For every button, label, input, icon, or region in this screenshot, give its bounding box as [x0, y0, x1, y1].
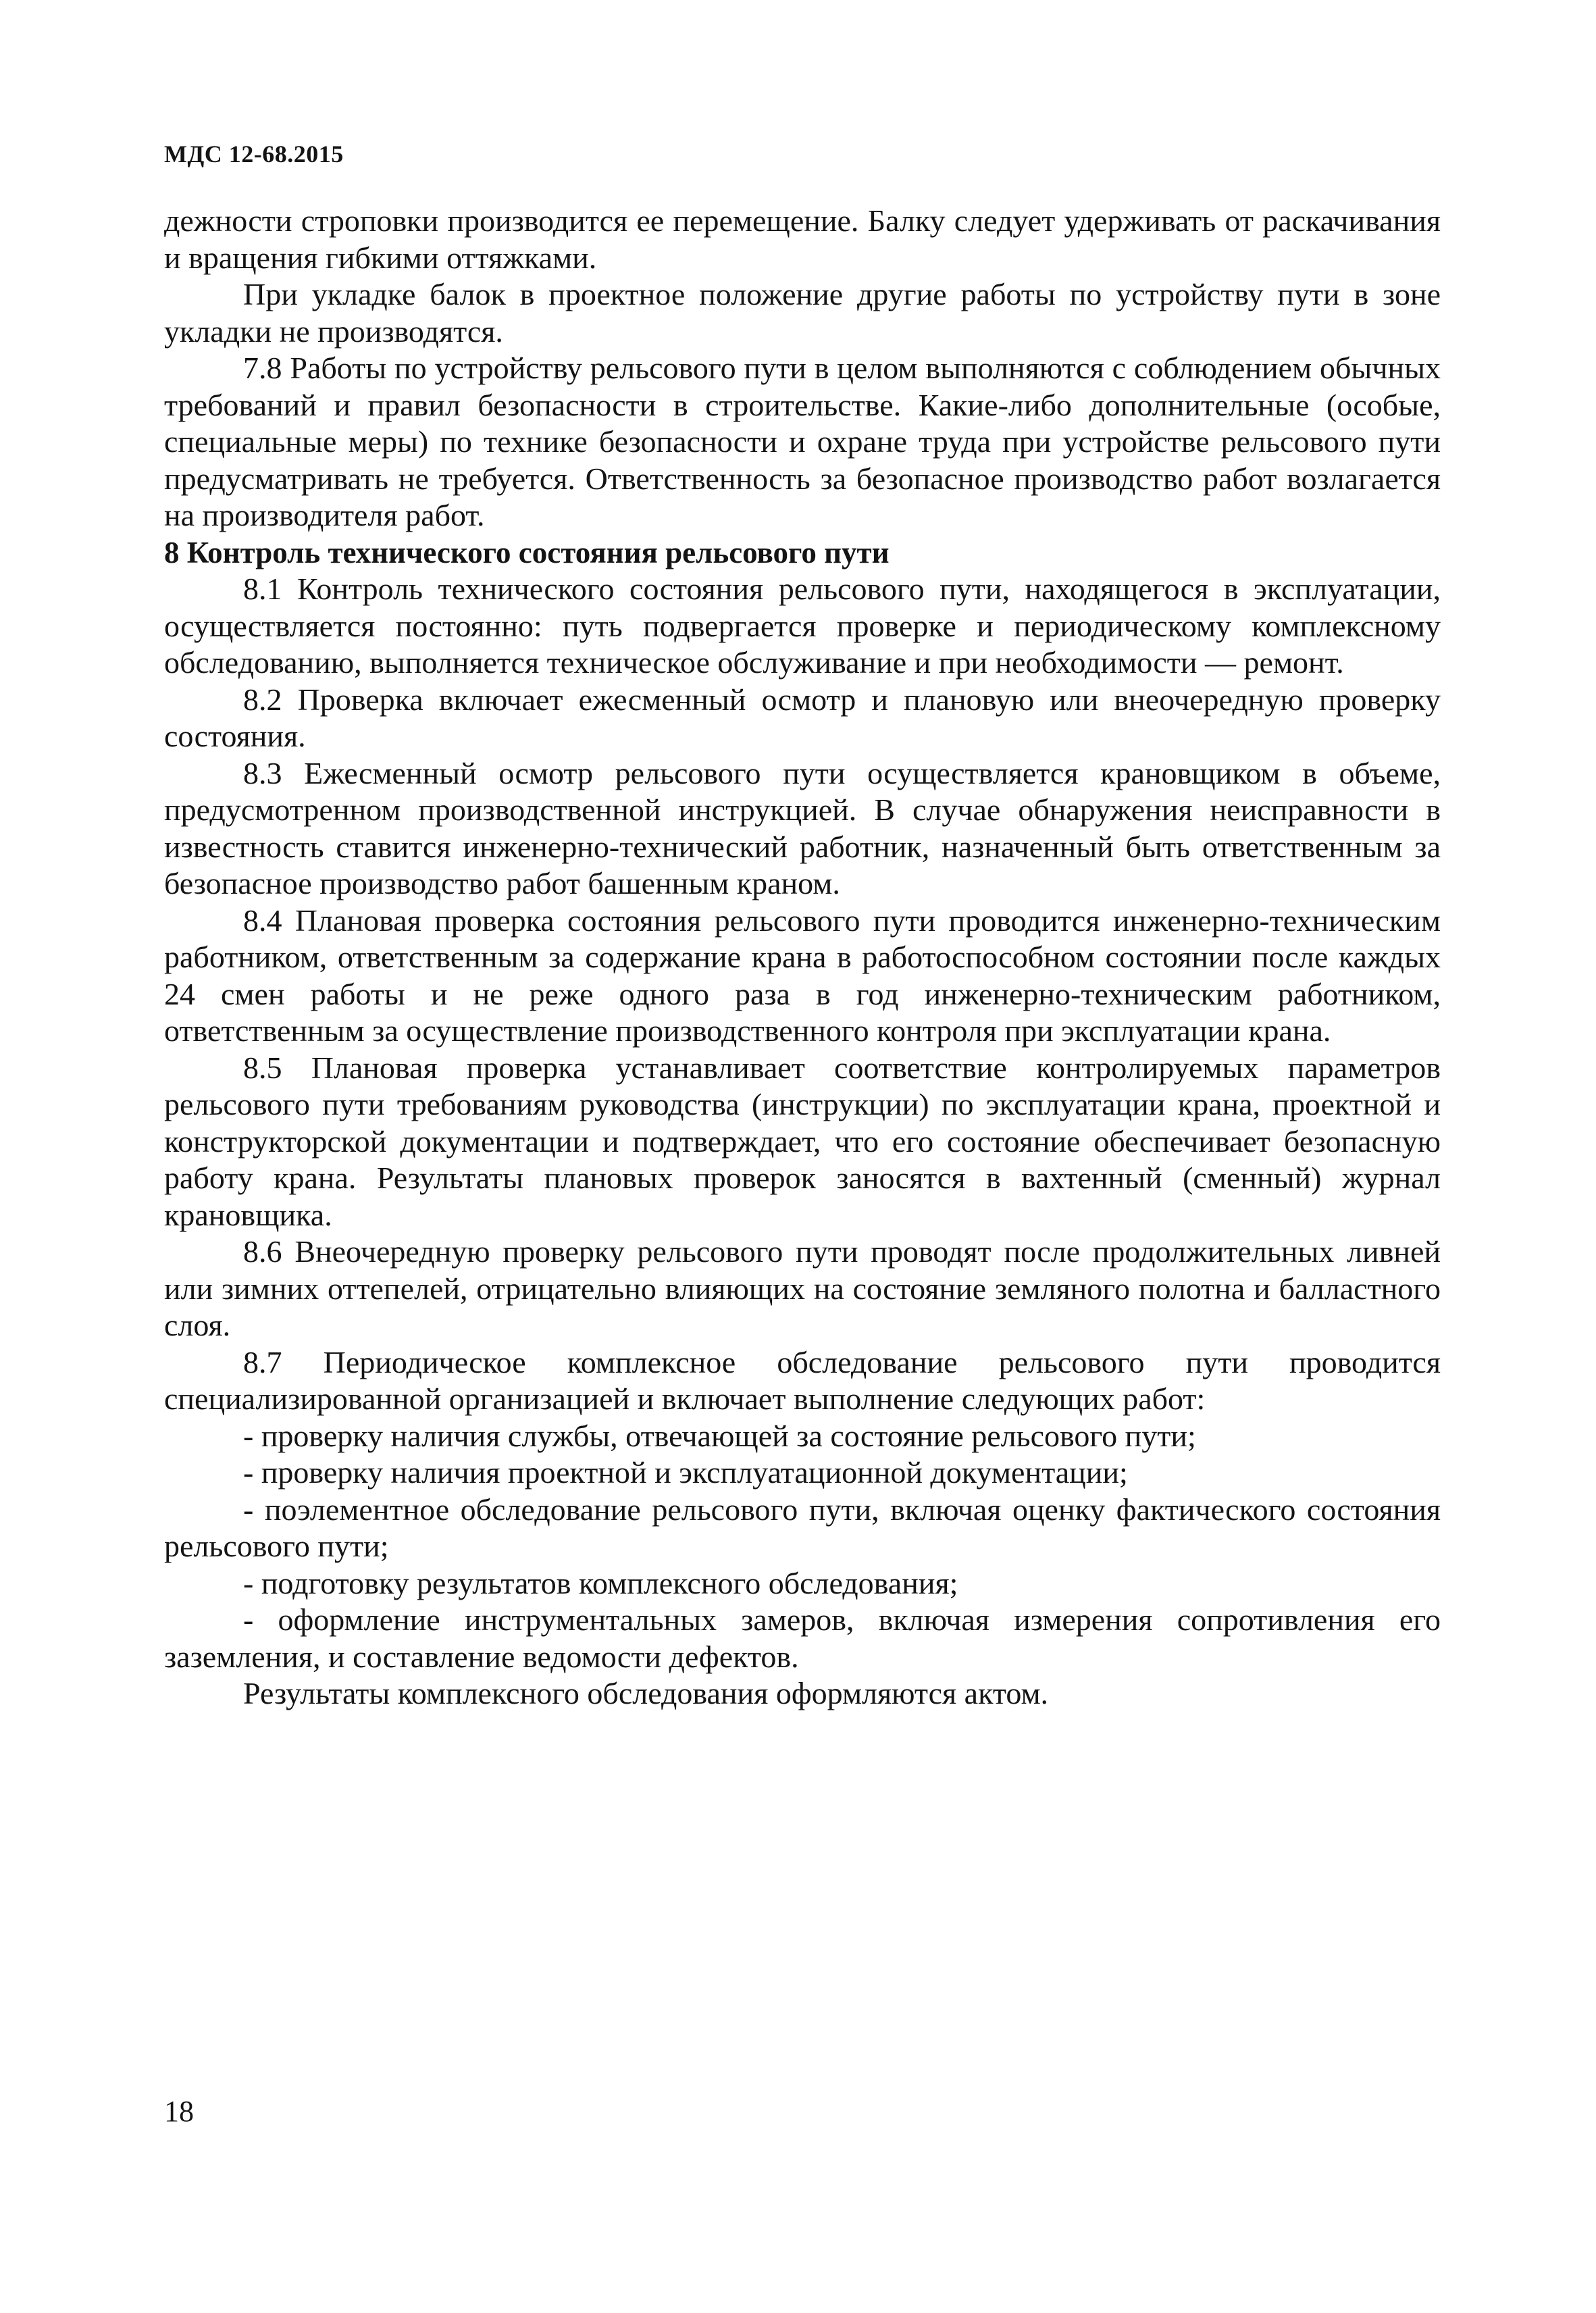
list-item: - проверку наличия проектной и эксплуатационной документации; — [243, 1455, 1128, 1490]
paragraph-8-4: 8.4 Плановая проверка состояния рельсового пути проводится инженерно-техническим работником, ответственным за содержание крана в работоспособном состоянии после каждых 24 смен работы и не реже одного раза в год инженерно-техническим работником, ответственным за осуществление производственного контроля при эксплуатации крана. — [164, 903, 1441, 1048]
paragraph-beam-laying: При укладке балок в проектное положение другие работы по устройству пути в зоне укладки не производятся. — [164, 277, 1441, 349]
document-code-header: МДС 12-68.2015 — [164, 141, 344, 168]
paragraph-8-1: 8.1 Контроль технического состояния рельсового пути, находящегося в эксплуатации, осуществляется постоянно: путь подвергается проверке и периодическому комплексному обследованию, выполняется техническое обслуживание и при необходимости — ремонт. — [164, 571, 1441, 680]
document-body — [164, 203, 1441, 1712]
list-item: - проверку наличия службы, отвечающей за состояние рельсового пути; — [243, 1418, 1196, 1453]
paragraph-8-3: 8.3 Ежесменный осмотр рельсового пути осуществляется крановщиком в объеме, предусмотренном производственной инструкцией. В случае обнаружения неисправности в известность ставится инженерно-технический работник, назначенный быть ответственным за безопасное производство работ башенным краном. — [164, 755, 1441, 900]
section-title: 8 Контроль технического состояния рельсового пути — [164, 535, 890, 569]
paragraph-8-7: 8.7 Периодическое комплексное обследование рельсового пути проводится специализированной организацией и включает выполнение следующих работ: — [164, 1344, 1441, 1416]
paragraph-8-6: 8.6 Внеочередную проверку рельсового пути проводят после продолжительных ливней или зимних оттепелей, отрицательно влияющих на состояние земляного полотна и балластного слоя. — [164, 1234, 1441, 1342]
closing-paragraph: Результаты комплексного обследования оформляются актом. — [243, 1676, 1049, 1710]
list-item: - оформление инструментальных замеров, включая измерения сопротивления его заземления, и составление ведомости дефектов. — [164, 1602, 1441, 1674]
list-item: - поэлементное обследование рельсового пути, включая оценку фактического состояния рельсового пути; — [164, 1492, 1441, 1563]
paragraph-8-2: 8.2 Проверка включает ежесменный осмотр и плановую или внеочередную проверку состояния. — [164, 682, 1441, 753]
list-item: - подготовку результатов комплексного обследования; — [243, 1565, 958, 1600]
page-number: 18 — [164, 2095, 194, 2128]
paragraph-continuation: дежности строповки производится ее перемещение. Балку следует удерживать от раскачивания и вращения гибкими оттяжками. — [164, 203, 1441, 275]
paragraph-7-8: 7.8 Работы по устройству рельсового пути в целом выполняются с соблюдением обычных требований и правил безопасности в строительстве. Какие-либо дополнительные (особые, специальные меры) по технике безопасности и охране труда при устройстве рельсового пути предусматривать не требуется. Ответственность за безопасное производство работ возлагается на производителя работ. — [164, 351, 1441, 532]
paragraph-8-5: 8.5 Плановая проверка устанавливает соответствие контролируемых параметров рельсового пути требованиям руководства (инструкции) по эксплуатации крана, проектной и конструкторской документации и подтверждает, что его состояние обеспечивает безопасную работу крана. Результаты плановых проверок заносятся в вахтенный (сменный) журнал крановщика. — [164, 1050, 1441, 1232]
